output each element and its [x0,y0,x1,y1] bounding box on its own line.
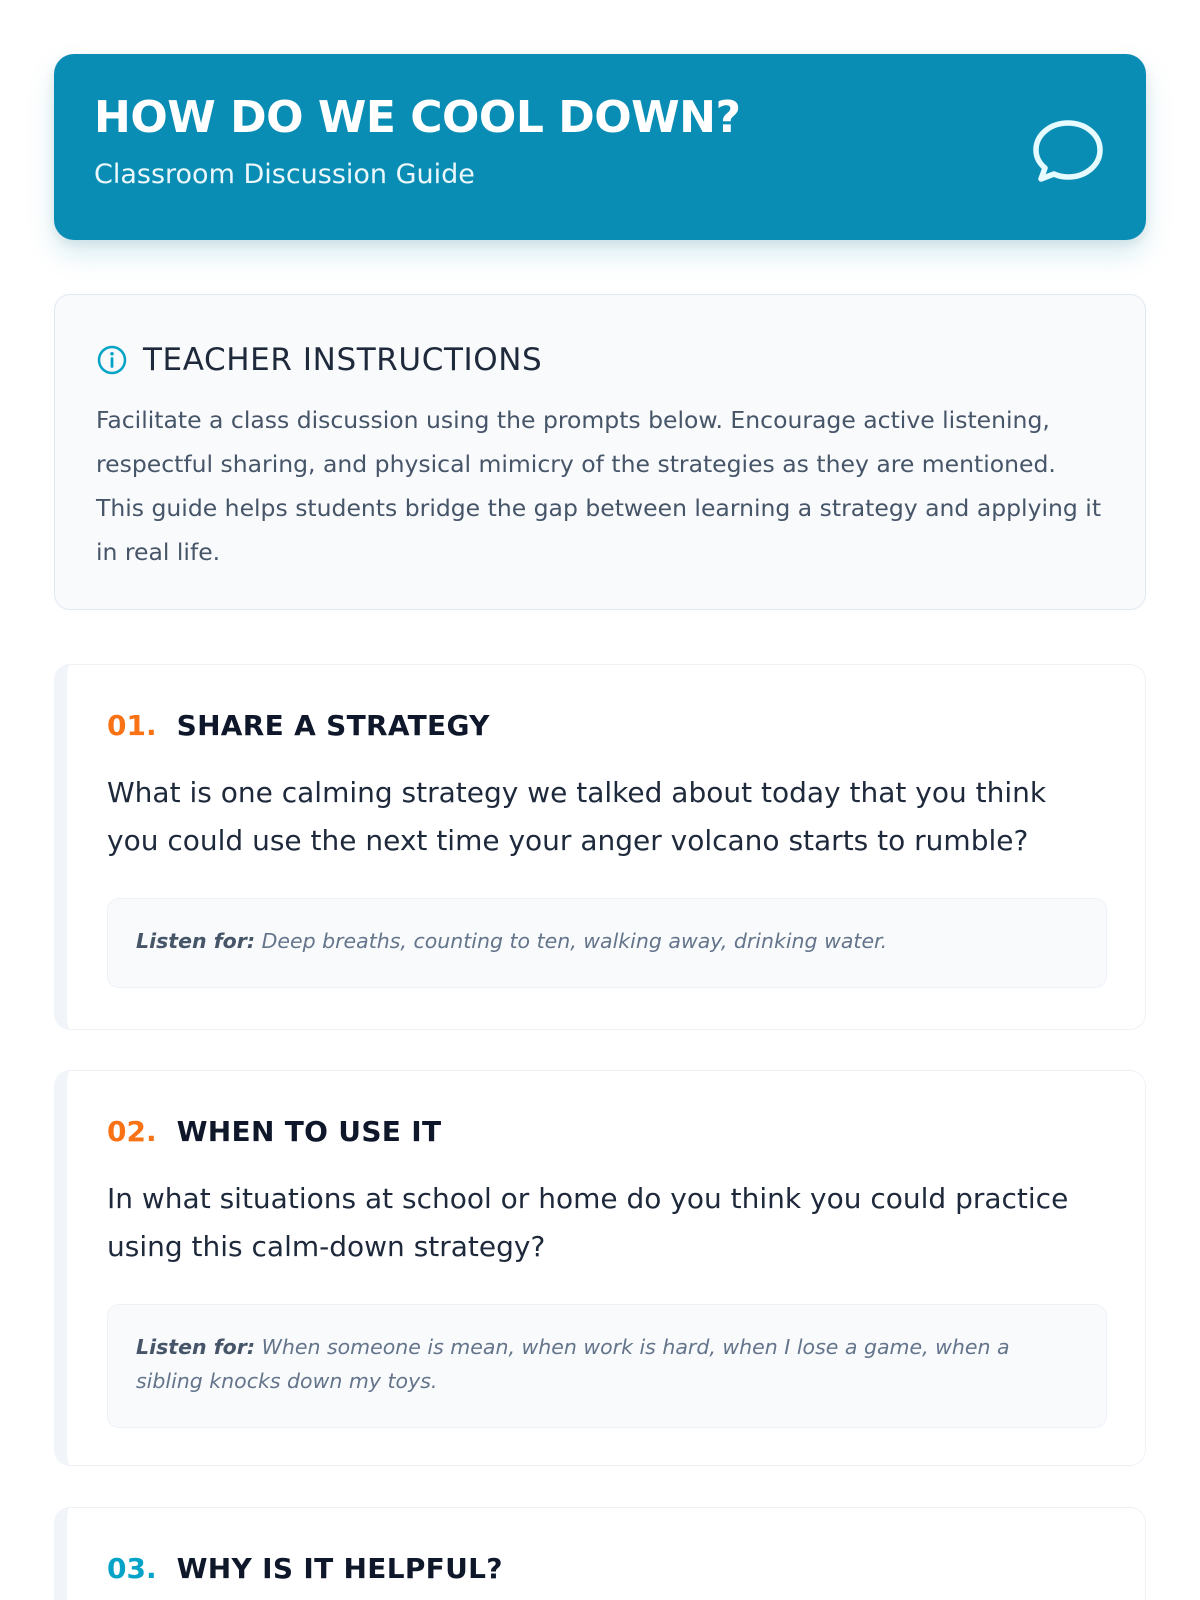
page-title: HOW DO WE COOL DOWN? [94,92,741,143]
listen-for-box [107,898,1107,988]
listen-for-label: Listen for: [136,1335,256,1359]
prompt-title: WHY IS IT HELPFUL? [176,1552,503,1585]
prompt-card [54,1070,1146,1466]
header-banner [54,54,1146,240]
instructions-title: TEACHER INSTRUCTIONS [143,342,543,378]
prompt-title: WHEN TO USE IT [176,1115,442,1148]
listen-for-label: Listen for: [136,929,256,953]
page-subtitle: Classroom Discussion Guide [94,159,475,190]
prompt-card [54,664,1146,1030]
chat-bubble-icon [1028,110,1108,190]
instructions-heading [96,341,542,379]
prompt-heading [107,709,490,742]
prompt-number: 01. [107,709,157,742]
prompt-heading [107,1115,441,1148]
info-icon [96,344,128,376]
listen-for-box [107,1304,1107,1428]
instructions-body: Facilitate a class discussion using the prompts below. Encourage active listening, respectful sharing, and physical mimicry of the strategies as they are mentioned. This guide helps students bridge the gap between learning a strategy and applying it in real life. [96,406,1102,566]
listen-for-text: Deep breaths, counting to ten, walking away, drinking water. [255,929,888,953]
prompt-question: What is one calming strategy we talked about today that you think you could use the next time your anger volcano starts to rumble? [107,776,1047,857]
listen-for-text: When someone is mean, when work is hard, when I lose a game, when a sibling knocks down my toys. [136,1335,1010,1393]
prompt-question: In what situations at school or home do you think you could practice using this calm-down strategy? [107,1182,1069,1263]
prompt-number: 02. [107,1115,157,1148]
prompt-card [54,1507,1146,1600]
teacher-instructions-card [54,294,1146,610]
prompt-heading [107,1552,503,1585]
prompt-number: 03. [107,1552,157,1585]
prompt-title: SHARE A STRATEGY [176,709,490,742]
